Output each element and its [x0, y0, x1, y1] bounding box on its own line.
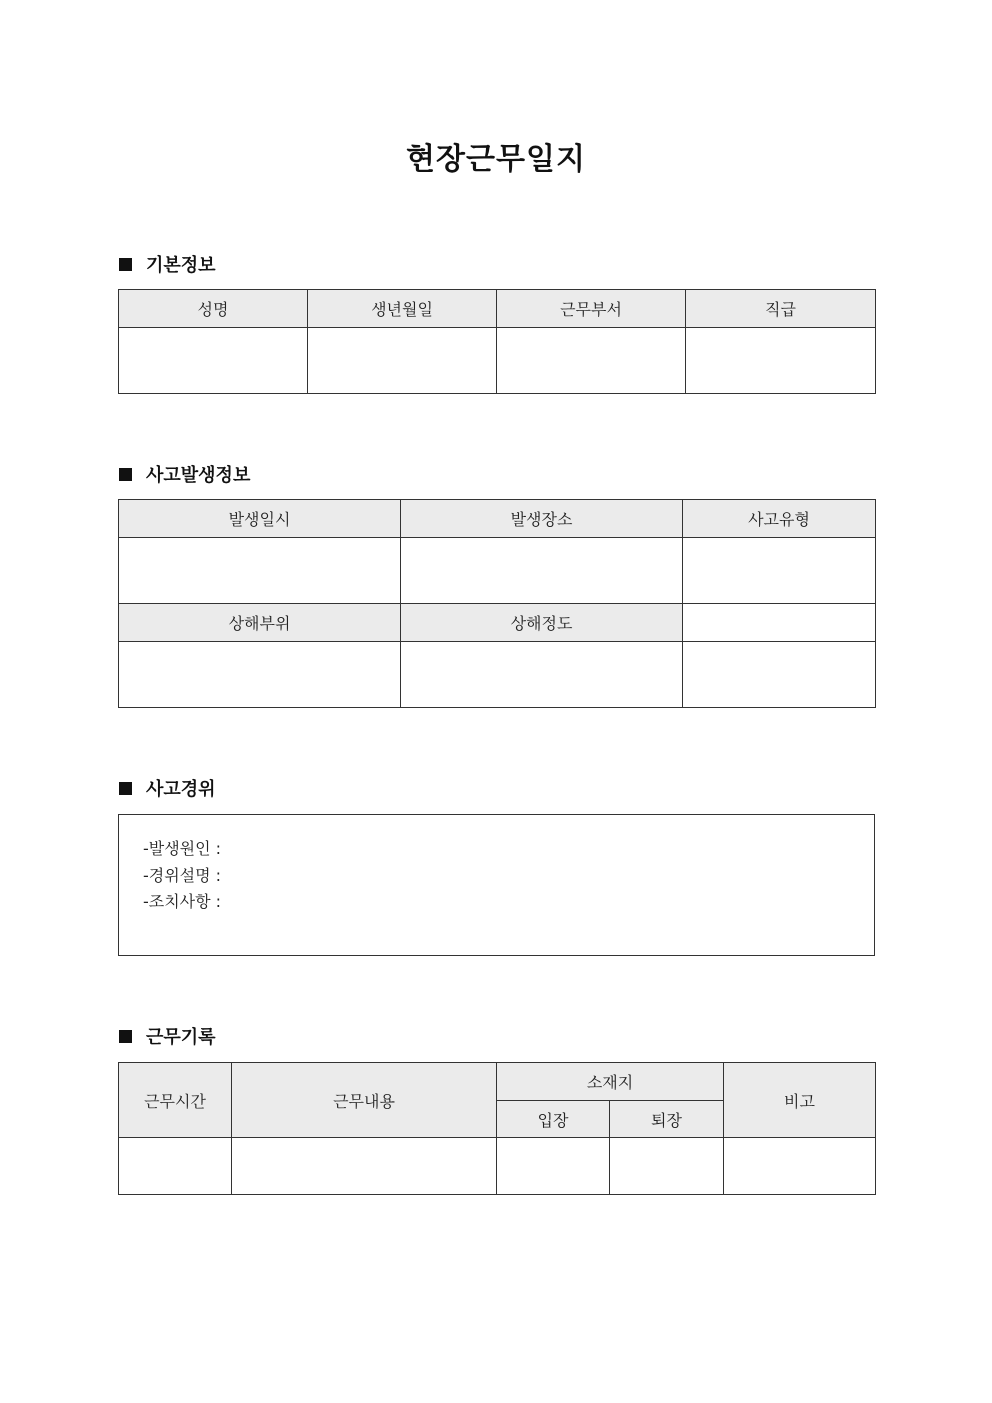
header-position: 직급: [686, 290, 876, 328]
square-bullet-icon: [119, 1030, 132, 1043]
section-heading-accident-details: [119, 777, 216, 799]
header-remarks: 비고: [724, 1063, 876, 1138]
occurrence-location-field[interactable]: [401, 538, 683, 604]
extra-field[interactable]: [683, 642, 876, 708]
header-occurrence-location: 발생장소: [401, 500, 683, 538]
header-birthdate: 생년월일: [308, 290, 497, 328]
square-bullet-icon: [119, 468, 132, 481]
header-work-content: 근무내용: [232, 1063, 497, 1138]
section-heading-label: 사고발생정보: [146, 465, 251, 486]
page-title: 현장근무일지: [406, 142, 586, 177]
description-line: -경위설명 :: [143, 866, 222, 885]
accident-type-field[interactable]: [683, 538, 876, 604]
header-accident-type: 사고유형: [683, 500, 876, 538]
square-bullet-icon: [119, 782, 132, 795]
work-content-field[interactable]: [232, 1138, 497, 1195]
entry-field[interactable]: [497, 1138, 610, 1195]
birthdate-field[interactable]: [308, 328, 497, 394]
injury-area-field[interactable]: [119, 642, 401, 708]
header-occurrence-datetime: 발생일시: [119, 500, 401, 538]
header-injury-severity: 상해정도: [401, 604, 683, 642]
header-location: 소재지: [497, 1063, 724, 1101]
injury-severity-field[interactable]: [401, 642, 683, 708]
header-department: 근무부서: [497, 290, 686, 328]
blank-header-cell: [683, 604, 876, 642]
header-work-time: 근무시간: [119, 1063, 232, 1138]
section-heading-accident-info: [119, 463, 250, 485]
exit-field[interactable]: [610, 1138, 724, 1195]
section-heading-basic-info: [119, 253, 216, 275]
header-exit: 퇴장: [610, 1101, 724, 1138]
square-bullet-icon: [119, 258, 132, 271]
measures-line: -조치사항 :: [143, 892, 222, 911]
work-time-field[interactable]: [119, 1138, 232, 1195]
position-field[interactable]: [686, 328, 876, 394]
section-heading-label: 사고경위: [146, 779, 216, 800]
section-heading-work-record: [119, 1025, 216, 1047]
accident-info-table: [118, 499, 876, 708]
work-record-table: [118, 1062, 876, 1195]
header-name: 성명: [119, 290, 308, 328]
remarks-field[interactable]: [724, 1138, 876, 1195]
name-field[interactable]: [119, 328, 308, 394]
header-entry: 입장: [497, 1101, 610, 1138]
section-heading-label: 근무기록: [146, 1027, 216, 1048]
occurrence-datetime-field[interactable]: [119, 538, 401, 604]
header-injury-area: 상해부위: [119, 604, 401, 642]
accident-details-box[interactable]: [118, 814, 875, 956]
basic-info-table: [118, 289, 876, 394]
department-field[interactable]: [497, 328, 686, 394]
section-heading-label: 기본정보: [146, 255, 216, 276]
cause-line: -발생원인 :: [143, 839, 222, 858]
